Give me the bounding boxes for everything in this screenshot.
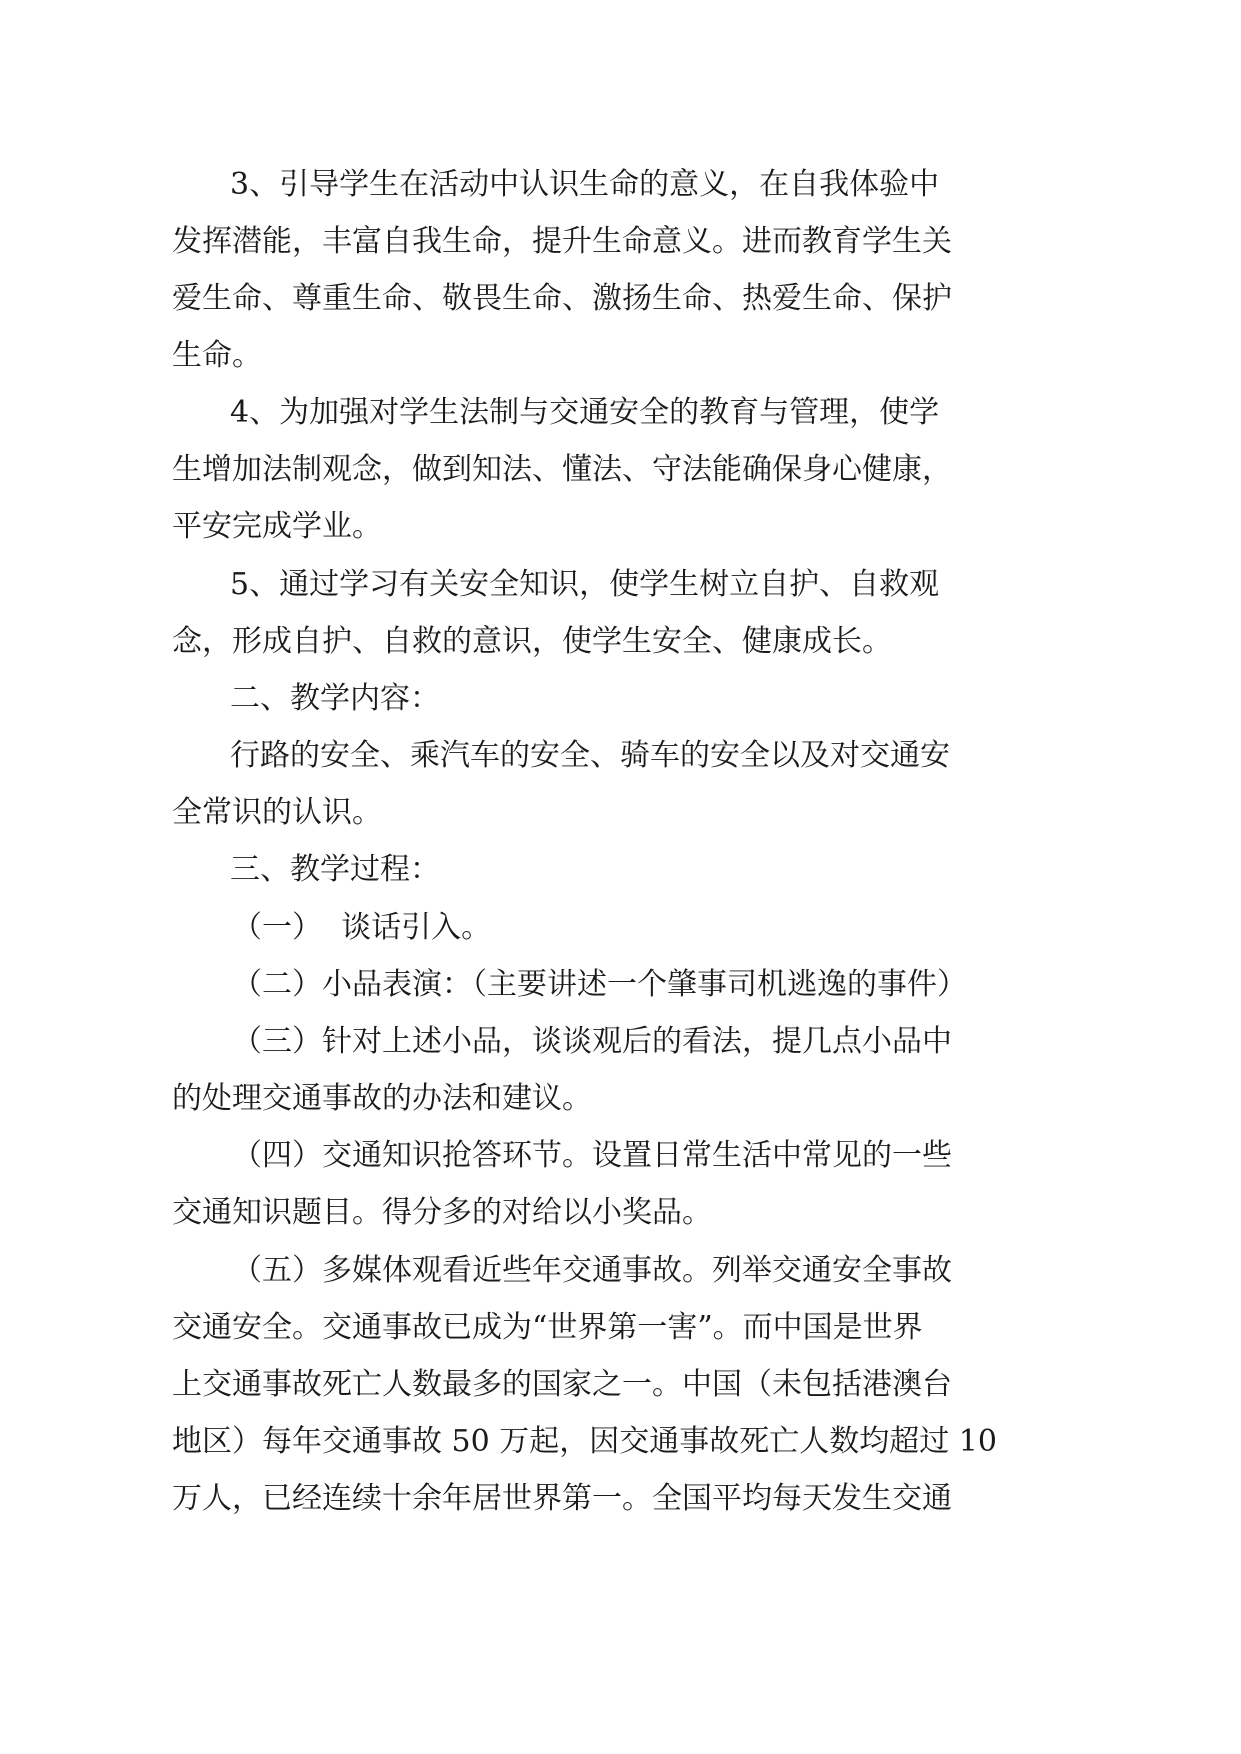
text-line <box>0 270 1241 328</box>
text-line <box>0 784 1241 842</box>
line-text: 上交通事故死亡人数最多的国家之一。中国（未包括港澳台 <box>172 1367 952 1402</box>
line-text: 交通安全。交通事故已成为“世界第一害”。而中国是世界 <box>172 1310 923 1345</box>
line-text: 发挥潜能，丰富自我生命，提升生命意义。进而教育学生关 <box>172 224 952 259</box>
line-text: 3、引导学生在活动中认识生命的意义，在自我体验中 <box>230 167 940 202</box>
line-text: （三）针对上述小品，谈谈观后的看法，提几点小品中 <box>232 1024 952 1059</box>
text-line <box>0 613 1241 671</box>
line-text: 地区）每年交通事故 50 万起，因交通事故死亡人数均超过 10 <box>172 1424 997 1459</box>
line-text: 爱生命、尊重生命、敬畏生命、激扬生命、热爱生命、保护 <box>172 281 952 316</box>
text-line <box>0 327 1241 385</box>
text-line <box>0 1013 1241 1071</box>
text-line <box>0 956 1241 1014</box>
text-line <box>0 1470 1241 1528</box>
line-text: 生增加法制观念，做到知法、懂法、守法能确保身心健康， <box>172 452 952 487</box>
line-text: 生命。 <box>172 338 262 373</box>
line-text: （五）多媒体观看近些年交通事故。列举交通安全事故 <box>232 1253 952 1288</box>
line-text: 行路的安全、乘汽车的安全、骑车的安全以及对交通安 <box>230 738 950 773</box>
line-text: 4、为加强对学生法制与交通安全的教育与管理，使学 <box>230 395 940 430</box>
text-line <box>0 1242 1241 1300</box>
text-line <box>0 556 1241 614</box>
text-line <box>0 1413 1241 1471</box>
text-line <box>0 156 1241 214</box>
text-line <box>0 841 1241 899</box>
line-text: 平安完成学业。 <box>172 509 382 544</box>
line-text: 交通知识题目。得分多的对给以小奖品。 <box>172 1195 712 1230</box>
text-line <box>0 213 1241 271</box>
line-text: 5、通过学习有关安全知识，使学生树立自护、自救观 <box>230 567 940 602</box>
text-line <box>0 1070 1241 1128</box>
line-text: 二、教学内容： <box>230 681 440 716</box>
line-text: 念，形成自护、自救的意识，使学生安全、健康成长。 <box>172 624 892 659</box>
line-text: 的处理交通事故的办法和建议。 <box>172 1081 592 1116</box>
text-line <box>0 498 1241 556</box>
line-text: 全常识的认识。 <box>172 795 382 830</box>
text-line <box>0 384 1241 442</box>
line-text: 万人，已经连续十余年居世界第一。全国平均每天发生交通 <box>172 1481 952 1516</box>
text-line <box>0 1356 1241 1414</box>
text-line <box>0 727 1241 785</box>
text-line <box>0 1127 1241 1185</box>
line-text: （一） 谈话引入。 <box>232 910 492 945</box>
text-line <box>0 670 1241 728</box>
text-line <box>0 441 1241 499</box>
line-text: （四）交通知识抢答环节。设置日常生活中常见的一些 <box>232 1138 952 1173</box>
text-line <box>0 1299 1241 1357</box>
line-text: 三、教学过程： <box>230 852 440 887</box>
text-line <box>0 899 1241 957</box>
line-text: （二）小品表演：（主要讲述一个肇事司机逃逸的事件） <box>232 967 967 1002</box>
text-line <box>0 1184 1241 1242</box>
